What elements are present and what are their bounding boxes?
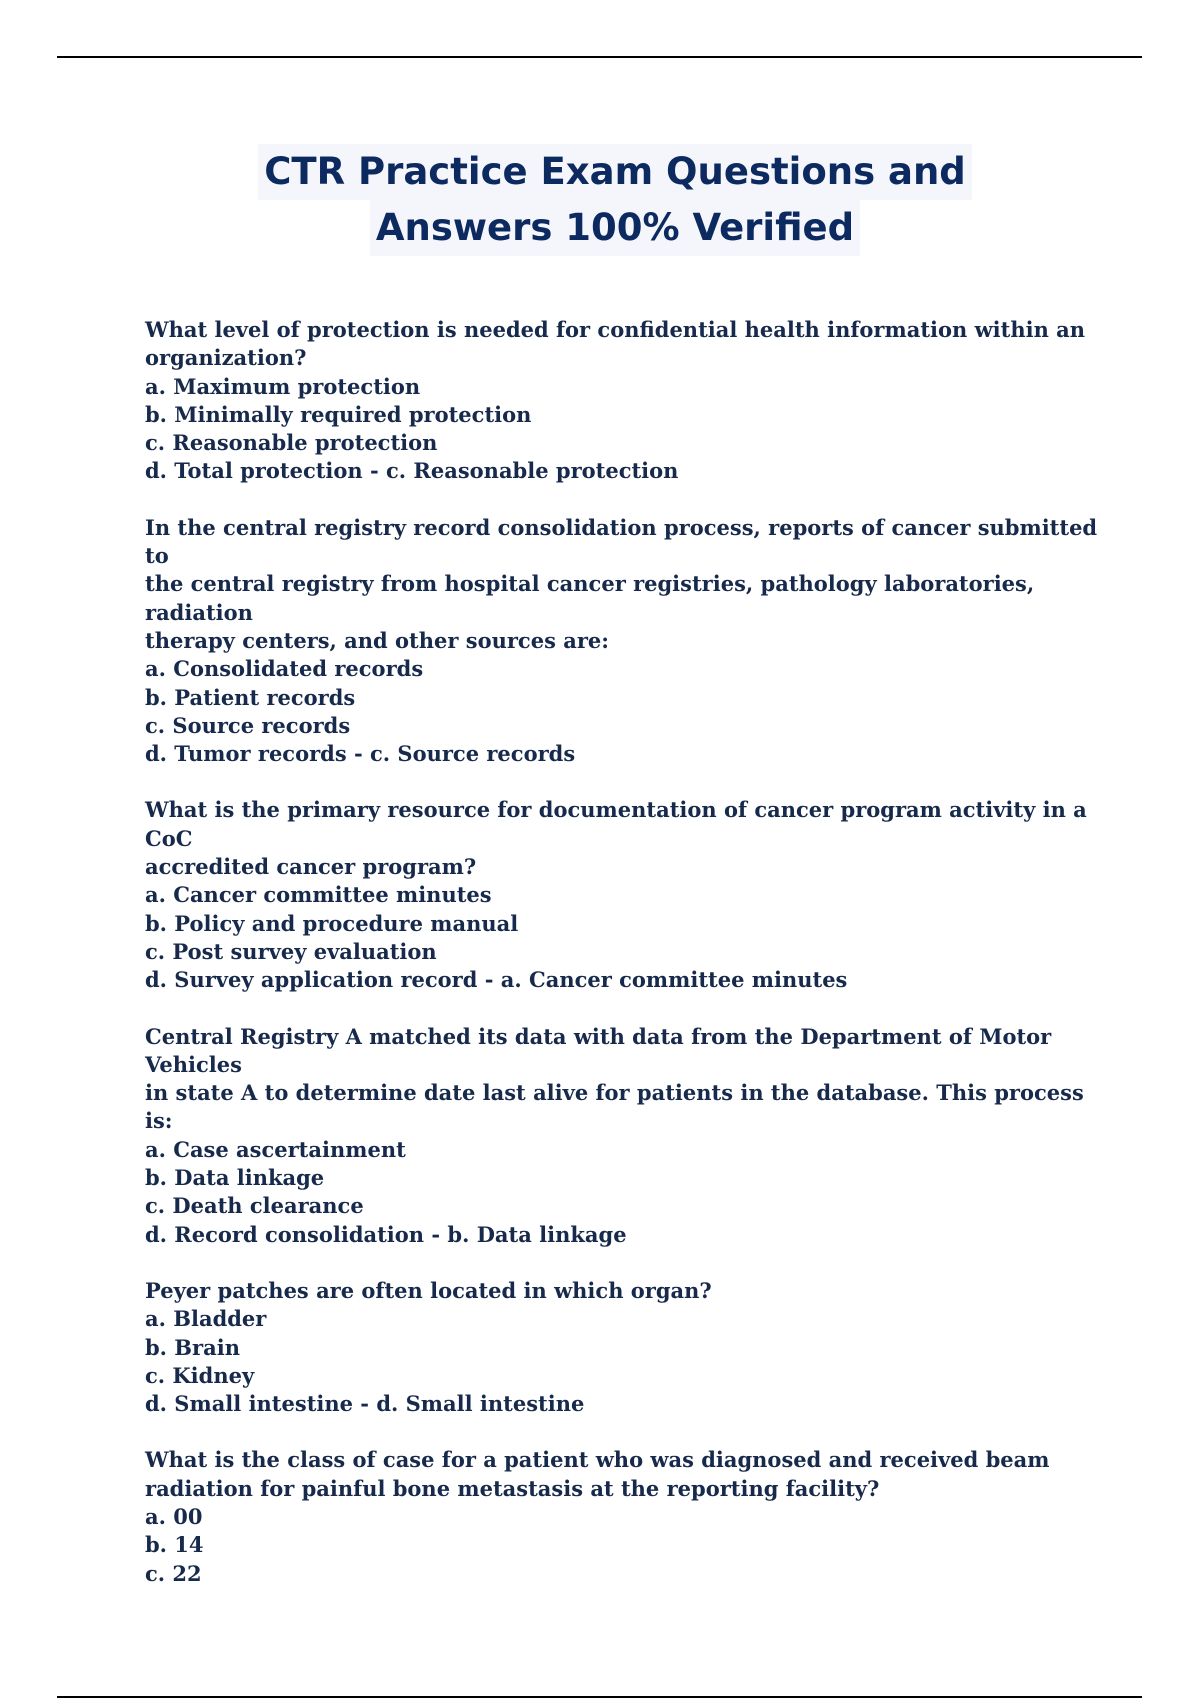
title-line-1: CTR Practice Exam Questions and (258, 144, 972, 200)
question-block (145, 1023, 1105, 1249)
question-stem-line: organization? (145, 345, 307, 371)
question-stem-line: In the central registry record consolidation process, reports of cancer submitted to (145, 514, 1098, 569)
answer-option: c. Death clearance (145, 1193, 364, 1219)
question-stem-line: Central Registry A matched its data with data from the Department of Motor Vehicles (145, 1023, 1052, 1077)
question-stem-line: radiation for painful bone metastasis at the reporting facility? (145, 1475, 880, 1501)
question-block (145, 514, 1105, 769)
answer-option: c. 22 (145, 1560, 202, 1586)
answer-option: b. Data linkage (145, 1165, 325, 1191)
answer-option: d. Tumor records - c. Source records (145, 741, 576, 767)
answer-option: d. Total protection - c. Reasonable protection (145, 458, 679, 484)
question-text (145, 1446, 1105, 1587)
question-text (145, 1277, 1105, 1418)
question-text (145, 796, 1105, 994)
answer-option: c. Reasonable protection (145, 430, 438, 456)
answer-option: d. Survey application record - a. Cancer committee minutes (145, 967, 848, 993)
question-block (145, 1446, 1105, 1587)
answer-option: c. Post survey evaluation (145, 938, 437, 964)
answer-option: b. Policy and procedure manual (145, 910, 519, 936)
answer-option: a. Maximum protection (145, 373, 421, 399)
question-stem-line: in state A to determine date last alive for patients in the database. This process is: (145, 1080, 1084, 1134)
question-text (145, 316, 1105, 486)
answer-option: a. Cancer committee minutes (145, 882, 492, 908)
question-block (145, 316, 1105, 486)
question-stem-line: What level of protection is needed for confidential health information within an (145, 317, 1086, 342)
answer-option: b. Patient records (145, 684, 356, 710)
answer-option: d. Small intestine - d. Small intestine (145, 1391, 585, 1417)
question-stem-line: therapy centers, and other sources are: (145, 627, 609, 653)
answer-option: a. 00 (145, 1503, 203, 1529)
question-stem-line: What is the primary resource for documentation of cancer program activity in a CoC (145, 797, 1087, 851)
question-list (145, 316, 1105, 1616)
question-block (145, 796, 1105, 994)
answer-option: d. Record consolidation - b. Data linkage (145, 1221, 627, 1247)
question-stem-line: Peyer patches are often located in which organ? (145, 1277, 712, 1303)
answer-option: c. Source records (145, 712, 351, 738)
answer-option: b. Brain (145, 1334, 240, 1360)
question-stem-line: the central registry from hospital cancer registries, pathology laboratories, radiation (145, 571, 1035, 625)
question-stem-line: accredited cancer program? (145, 854, 477, 880)
header-rule (57, 56, 1142, 58)
footer-rule (57, 1696, 1142, 1698)
answer-option: c. Kidney (145, 1362, 255, 1388)
answer-option: b. 14 (145, 1532, 204, 1558)
title-line-2: Answers 100% Verified (370, 200, 860, 256)
question-text (145, 1023, 1105, 1249)
answer-option: b. Minimally required protection (145, 401, 532, 427)
question-text (145, 514, 1105, 769)
document-title (140, 144, 1090, 256)
answer-option: a. Bladder (145, 1306, 267, 1332)
question-block (145, 1277, 1105, 1418)
answer-option: a. Consolidated records (145, 656, 424, 682)
answer-option: a. Case ascertainment (145, 1136, 406, 1162)
question-stem-line: What is the class of case for a patient who was diagnosed and received beam (145, 1447, 1050, 1473)
